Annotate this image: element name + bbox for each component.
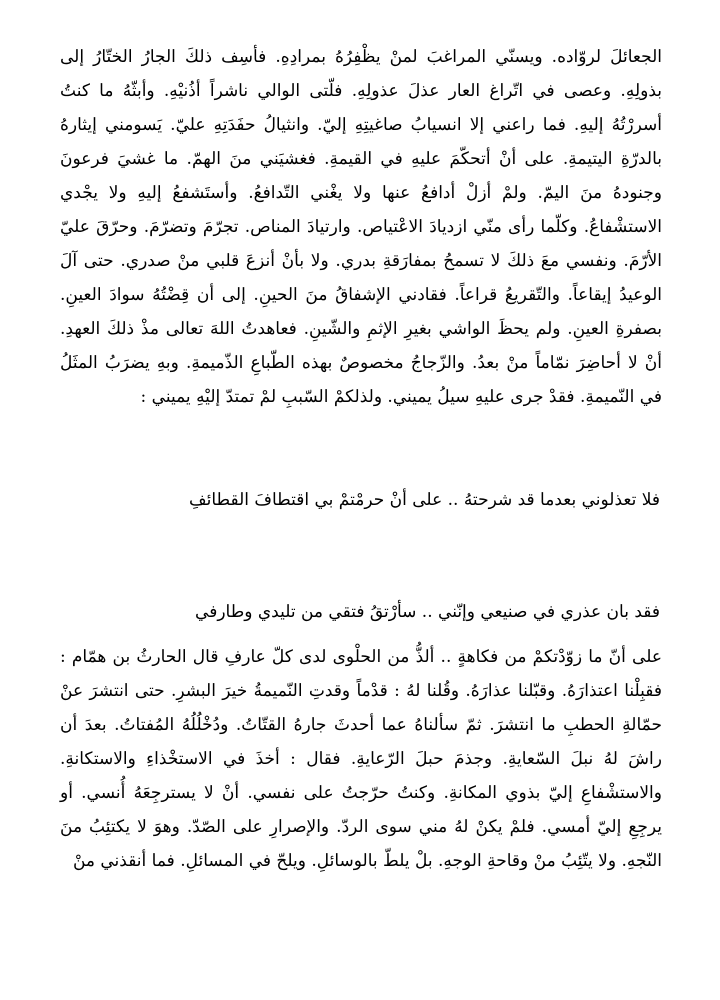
prose-paragraph-2: على أنّ ما زوّدْتكمْ من فكاهةٍ .. ألذُّ من الحلْوى لدى كلّ عارفِ قال الحارثُ بن همّام : فقبِلْنا اعتذارَهُ. وقبّلنا عذارَهُ. وقُلنا لهُ : قدْماً وقدتِ النّميمةُ خيرَ البشرِ. حتى انتشرَ عنْ حمّالةِ الحطبِ ما انتشرَ. ثمّ سألناهُ عما أحدثَ جارهُ القتّاتُ. ودُخْلُلُهُ المُفتاتُ. بعدَ أن راشَ لهُ نبلَ السّعايةِ. وجذمَ حبلَ الرّعايةِ. فقال : أخذَ في الاستخْذاءِ والاستكانةِ. والاستشْفاعِ إليّ بذوي المكانةِ. وكنتُ حرّجتُ على نفسي. أنْ لا يسترجِعَهُ أُنسي. أو يرجِعِ إليّ أمسي. فلمْ يكنْ لهُ مني سوى الردّ. والإصرارِ على الصّدّ. وهوَ لا يكتئِبُ منَ النّجهِ. ولا يتّئِبُ منْ وقاحةِ الوجهِ. بلْ يلطّ بالوسائلِ. ويلحّ في المسائلِ. فما أنقذني منْ (60, 647, 662, 871)
prose-paragraph-1: الجعائلَ لروّاده. ويسنّي المراغبَ لمنْ يظْفِرُهُ بمرادِهِ. فأسِف ذلكَ الجارُ الختّارُ إلى بذولِهِ. وعصى في اتّراغ العار عذلَ عذولِهِ. فلّتى الوالي ناشراً أذُنيْهِ. وأبثّهُ ما كنتُ أسررْتُهُ إليهِ. فما راعني إلا انسيابُ صاغيتِهِ إليّ. وانثيالُ حفَدَتِهِ عليّ. يَسومني إيثارهُ بالدرّةِ اليتيمةِ. على أنْ أتحكّمَ عليهِ في القيمةِ. فغشيَني منَ الهمّ. ما غشيَ فرعونَ وجنودهُ منَ اليمّ. ولمْ أزلْ أدافعُ عنها ولا يغْني التّدافعُ. وأستَشفعُ إليهِ ولا يجْدي الاستشْفاعُ. وكلّما رأى منّي ازديادَ الاعْتياص. وارتيادَ المناص. تجرّمَ وتضرّمَ. وحرّقَ عليّ الأرّمَ. ونفسي معَ ذلكَ لا تسمحُ بمفارَقةِ بدري. ولا بأنْ أنزعَ قلبي منْ صدري. حتى آلَ الوعيدُ إيقاعاً. والتّقريعُ قراعاً. فقادني الإشفاقُ منَ الحينِ. إلى أن قِضْتُهُ سوادَ العينِ. بصفرةِ العينِ. ولم يحظَ الواشي بغيرِ الإثمِ والشّينِ. فعاهدتُ اللهَ تعالى مذْ ذلكَ العهدِ. أنْ لا أحاضِرَ نمّاماً منْ بعدُ. والزّجاجُ مخصوصٌ بهذه الطّباعِ الذّميمةِ. وبهِ يضرَبُ المثَلُ في النّميمةِ. فقدْ جرى عليهِ سيلُ يميني. ولذلكمْ السّببِ لمْ تمتدّ إليْهِ يميني : (60, 47, 662, 407)
poem-verse-2: فقد بان عذري في صنيعي وإنّني .. سأرْتقُ فتقي من تليدي وطارفي (195, 602, 660, 622)
poem-verse-1: فلا تعذلوني بعدما قد شرحتهُ .. على أنْ حرمْتمْ بي اقتطافَ القطائفِ (189, 490, 660, 510)
